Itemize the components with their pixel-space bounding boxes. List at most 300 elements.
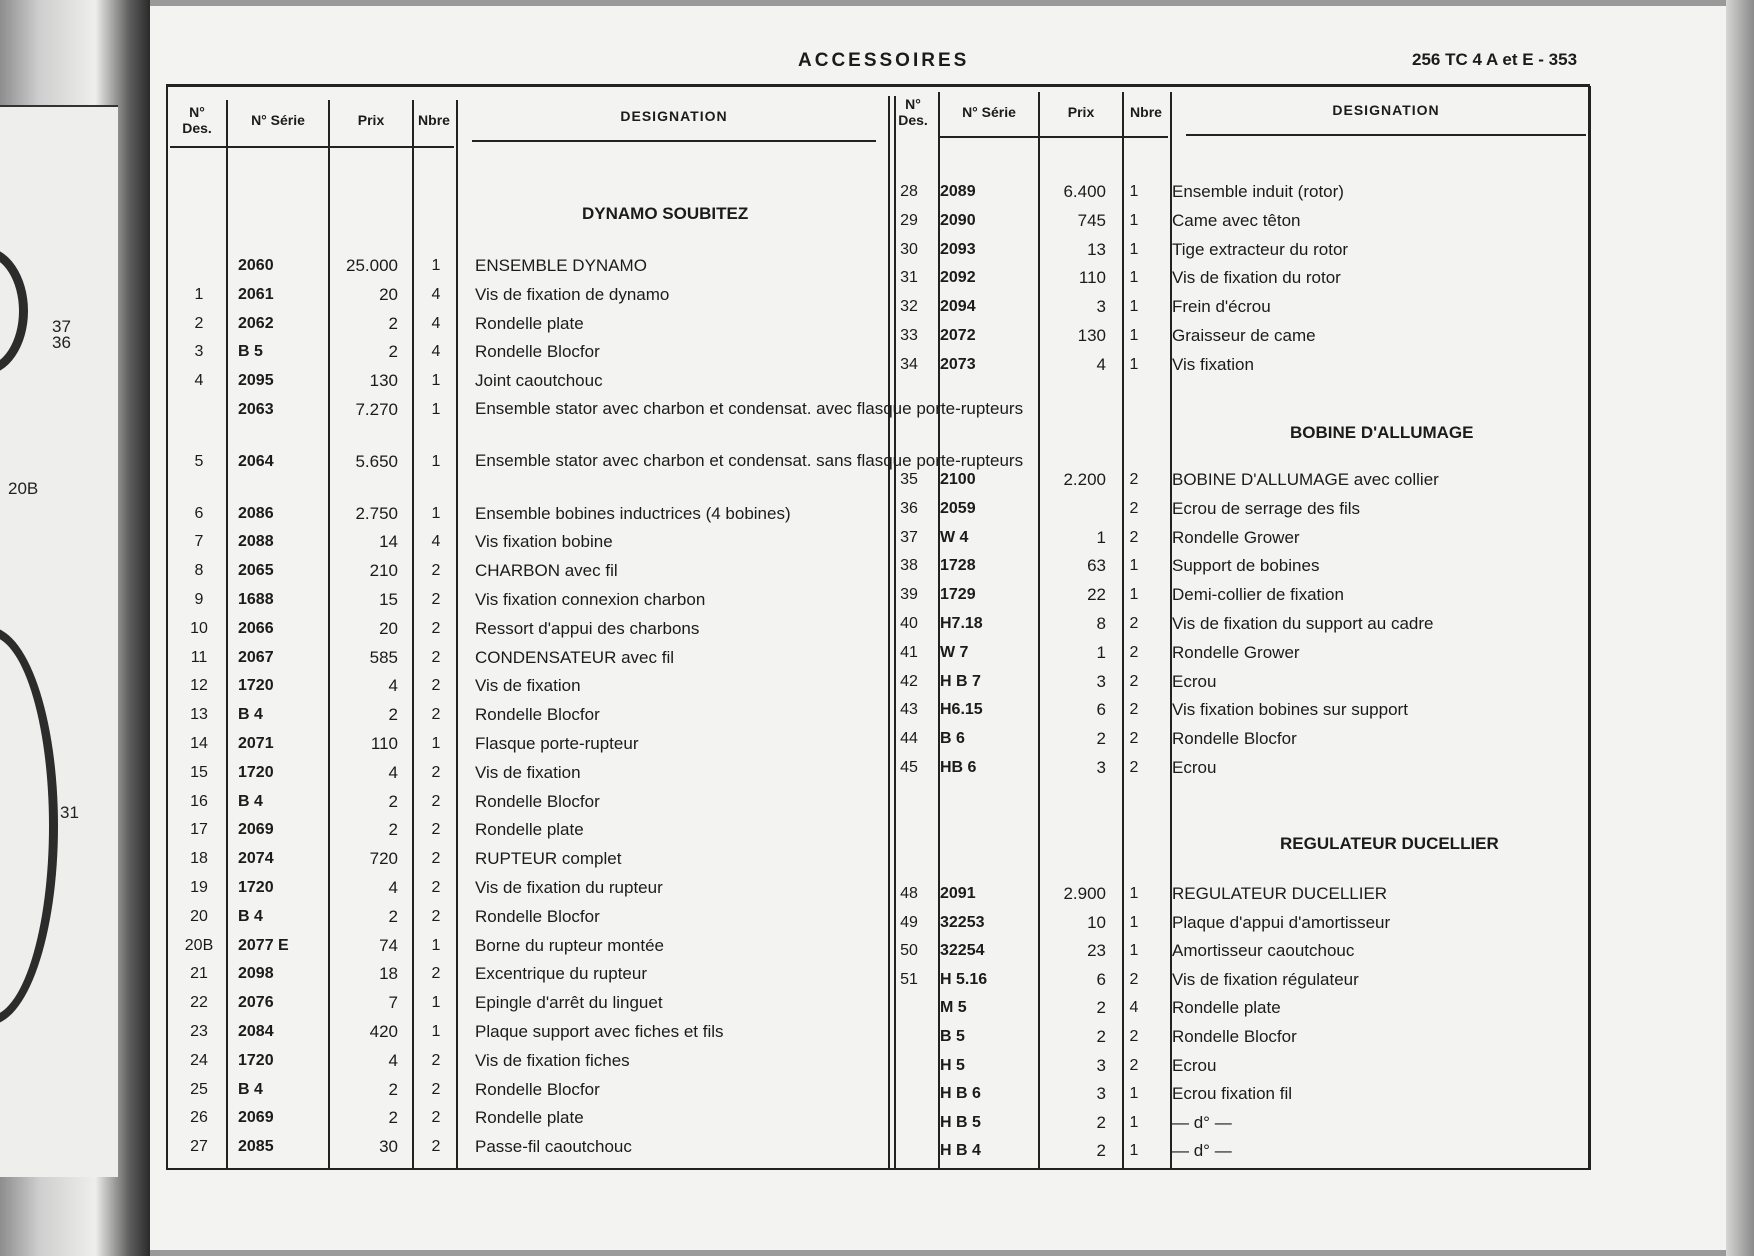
designation: Vis fixation bobine	[475, 532, 613, 552]
designation: Rondelle plate	[475, 1108, 584, 1128]
quantity: 1	[1129, 885, 1139, 902]
serial-number: 1728	[940, 557, 976, 575]
section-title-dynamo: DYNAMO SOUBITEZ	[582, 204, 749, 223]
serial-number: 2066	[238, 619, 274, 637]
price: 2	[388, 313, 398, 333]
price: 13	[1087, 239, 1106, 259]
price: 110	[1078, 268, 1106, 288]
serial-number: 2093	[940, 240, 976, 258]
designation: Plaque support avec fiches et fils	[475, 1022, 724, 1042]
serial-number: 1720	[238, 763, 274, 781]
serial-number: 1688	[238, 591, 274, 609]
quantity: 1	[1129, 1142, 1139, 1160]
facing-page-strip	[0, 105, 118, 1177]
designation: Vis fixation connexion charbon	[475, 590, 706, 610]
quantity: 2	[1129, 471, 1139, 488]
row-number: 34	[900, 355, 918, 373]
row-number: 28	[900, 183, 918, 200]
table-row	[890, 725, 1754, 753]
serial-number: 2065	[238, 562, 274, 580]
section-title-regulateur: REGULATEUR DUCELLIER	[1280, 834, 1499, 853]
serial-number: 2064	[238, 452, 274, 470]
designation: Ecrou de serrage des fils	[1172, 498, 1361, 518]
serial-number: B 4	[238, 706, 263, 724]
quantity: 2	[431, 821, 441, 839]
price: 3	[1096, 671, 1106, 691]
designation: — d° —	[1172, 1141, 1232, 1161]
quantity: 2	[1129, 672, 1139, 690]
label-31: 31	[60, 803, 79, 822]
quantity: 1	[1129, 269, 1139, 287]
serial-number: W 7	[940, 643, 969, 661]
quantity: 1	[1129, 586, 1139, 604]
right-head-underline-2	[1186, 134, 1586, 136]
row-number: 18	[190, 850, 208, 868]
serial-number: 2069	[238, 1109, 274, 1127]
serial-number: 2067	[238, 648, 274, 666]
col-header-serie-left: N° Série	[251, 112, 305, 128]
designation: Rondelle Blocfor	[475, 906, 600, 926]
quantity: 1	[431, 257, 441, 274]
designation: Ensemble stator avec charbon et condensat. sans flasque porte-rupteurs	[475, 450, 1024, 470]
designation: Ecrou	[1172, 758, 1217, 777]
designation: Vis fixation bobines sur support	[1172, 700, 1408, 720]
serial-number: 2089	[940, 183, 976, 200]
row-number: 42	[900, 672, 918, 690]
row-number: 44	[900, 730, 918, 748]
designation: Vis de fixation	[475, 676, 581, 696]
price: 2	[388, 791, 398, 811]
col-header-serie-right: N° Série	[962, 104, 1016, 120]
table-row	[170, 788, 1060, 816]
table-row	[890, 610, 1754, 638]
designation: Vis de fixation	[475, 762, 581, 782]
price: 4	[388, 762, 398, 782]
price: 420	[369, 1022, 398, 1042]
designation: Ensemble stator avec charbon et condensat. avec flasque porte-rupteurs	[475, 399, 1024, 418]
serial-number: 2073	[940, 355, 976, 373]
designation: Vis de fixation fiches	[475, 1050, 630, 1070]
price: 2	[388, 906, 398, 926]
designation: Joint caoutchouc	[475, 371, 603, 391]
quantity: 2	[431, 562, 441, 580]
col-header-no-right: N° Des.	[898, 96, 928, 128]
row-number: 3	[194, 343, 204, 361]
row-number: 23	[190, 1023, 208, 1041]
page-title: ACCESSOIRES	[798, 50, 970, 71]
designation: REGULATEUR DUCELLIER	[1172, 884, 1388, 903]
row-number: 13	[190, 706, 208, 724]
row-number: 15	[190, 763, 208, 781]
designation: Rondelle plate	[1172, 998, 1281, 1018]
price: 2	[388, 705, 398, 725]
price: 130	[369, 371, 398, 391]
quantity: 1	[1129, 298, 1139, 316]
serial-number: H 5.16	[940, 970, 988, 988]
quantity: 1	[431, 936, 441, 954]
row-number: 36	[900, 499, 918, 517]
price: 3	[1096, 1055, 1106, 1075]
table-row	[890, 552, 1754, 580]
table-row	[890, 1137, 1754, 1165]
serial-number: 2091	[940, 885, 976, 902]
row-number: 48	[900, 885, 918, 902]
col-header-prix-left: Prix	[357, 112, 385, 128]
row-number: 20	[190, 907, 208, 925]
table-row	[890, 207, 1754, 235]
designation: Vis de fixation de dynamo	[475, 284, 670, 304]
row-number: 43	[900, 701, 918, 719]
row-number: 10	[190, 619, 208, 637]
col-header-prix-right: Prix	[1067, 104, 1095, 120]
table-row	[890, 1080, 1754, 1108]
table-row	[890, 966, 1754, 994]
col-header-no-left: N° Des.	[182, 104, 212, 136]
price: 4	[388, 676, 398, 696]
serial-number: 2076	[238, 994, 274, 1012]
quantity: 2	[431, 1138, 441, 1156]
row-number: 27	[190, 1138, 208, 1156]
row-number: 9	[194, 591, 204, 609]
table-row	[890, 466, 1754, 494]
row-number: 37	[900, 528, 918, 546]
designation: Vis fixation	[1172, 354, 1254, 374]
col-header-nbre-left: Nbre	[418, 112, 450, 128]
price: 2.900	[1063, 884, 1106, 903]
quantity: 1	[431, 452, 441, 470]
price: 2	[1096, 1112, 1106, 1132]
price: 2.750	[355, 503, 398, 523]
table-row	[890, 1052, 1754, 1080]
price: 15	[379, 590, 398, 610]
label-20b: 20B	[8, 479, 39, 498]
quantity: 1	[431, 1023, 441, 1041]
serial-number: H B 6	[940, 1085, 981, 1103]
designation: Rondelle plate	[475, 313, 584, 333]
serial-number: 2100	[940, 471, 976, 488]
serial-number: 2098	[238, 965, 274, 983]
designation: Flasque porte-rupteur	[475, 734, 639, 754]
quantity: 1	[431, 401, 441, 418]
designation: Ressort d'appui des charbons	[475, 618, 700, 638]
price: 7	[388, 993, 398, 1013]
quantity: 2	[431, 677, 441, 695]
serial-number: 32253	[940, 913, 985, 931]
serial-number: 2084	[238, 1023, 274, 1041]
designation: Ensemble induit (rotor)	[1172, 182, 1344, 201]
row-number: 50	[900, 942, 918, 960]
serial-number: H 5	[940, 1056, 965, 1074]
row-number: 6	[194, 504, 204, 522]
label-37: 37	[52, 317, 71, 336]
serial-number: H6.15	[940, 701, 983, 719]
price: 2	[388, 1079, 398, 1099]
quantity: 1	[1129, 240, 1139, 258]
quantity: 2	[431, 850, 441, 868]
designation: Amortisseur caoutchouc	[1172, 941, 1355, 961]
quantity: 2	[431, 591, 441, 609]
serial-number: 2077 E	[238, 936, 289, 954]
price: 25.000	[346, 256, 398, 275]
quantity: 4	[431, 343, 441, 361]
designation: Ecrou	[1172, 671, 1217, 691]
table-row	[170, 845, 1060, 873]
quantity: 4	[431, 285, 441, 303]
designation: Rondelle Grower	[1172, 642, 1300, 662]
price: 585	[369, 647, 398, 667]
designation: Came avec têton	[1172, 210, 1301, 230]
serial-number: 2085	[238, 1138, 274, 1156]
quantity: 2	[1129, 701, 1139, 719]
table-row	[890, 293, 1754, 321]
price: 3	[1096, 758, 1106, 777]
designation: Ecrou fixation fil	[1172, 1084, 1292, 1104]
designation: Passe-fil caoutchouc	[475, 1137, 632, 1157]
price: 2	[1096, 998, 1106, 1018]
col-header-nbre-right: Nbre	[1130, 104, 1162, 120]
serial-number: M 5	[940, 999, 967, 1017]
price: 2.200	[1063, 470, 1106, 489]
serial-number: H B 7	[940, 672, 981, 690]
price: 3	[1096, 297, 1106, 317]
table-row	[890, 994, 1754, 1022]
quantity: 1	[1129, 183, 1139, 200]
designation: Vis de fixation du rupteur	[475, 878, 663, 898]
serial-number: 2061	[238, 285, 274, 303]
price: 7.270	[355, 400, 398, 419]
designation: Vis de fixation du rotor	[1172, 268, 1341, 288]
designation: Rondelle Grower	[1172, 527, 1300, 547]
table-row	[890, 696, 1754, 724]
price: 6.400	[1063, 182, 1106, 201]
table-row	[890, 1109, 1754, 1137]
serial-number: 2059	[940, 499, 976, 517]
designation: Graisseur de came	[1172, 326, 1316, 345]
quantity: 2	[1129, 730, 1139, 748]
serial-number: 2088	[238, 533, 274, 551]
designation: Excentrique du rupteur	[475, 964, 647, 984]
table-row	[890, 909, 1754, 937]
price: 74	[379, 935, 398, 955]
row-number: 14	[190, 735, 208, 753]
price: 1	[1096, 527, 1106, 547]
serial-number: 2071	[238, 735, 274, 753]
serial-number: B 4	[238, 907, 263, 925]
quantity: 1	[1129, 942, 1139, 960]
serial-number: W 4	[940, 528, 969, 546]
price: 6	[1096, 969, 1106, 989]
quantity: 2	[431, 1109, 441, 1127]
serial-number: 2074	[238, 850, 274, 868]
row-number: 21	[190, 965, 208, 983]
quantity: 4	[431, 314, 441, 332]
left-head-underline-1	[170, 146, 454, 148]
row-number: 35	[900, 471, 918, 488]
quantity: 2	[431, 648, 441, 666]
price: 2	[1096, 1027, 1106, 1046]
diagram-ring-top	[0, 247, 28, 375]
price: 2	[1096, 1141, 1106, 1161]
designation: Ecrou	[1172, 1055, 1217, 1075]
row-number: 26	[190, 1109, 208, 1127]
quantity: 2	[1129, 615, 1139, 632]
price: 2	[388, 1108, 398, 1128]
quantity: 1	[431, 994, 441, 1012]
row-number: 32	[900, 298, 918, 316]
serial-number: 1720	[238, 677, 274, 695]
right-head-underline-1	[940, 136, 1168, 138]
row-number: 41	[900, 643, 918, 661]
designation: CHARBON avec fil	[475, 561, 618, 581]
designation: Frein d'écrou	[1172, 297, 1271, 317]
table-row	[890, 639, 1754, 667]
designation: Rondelle Blocfor	[475, 342, 600, 362]
diagram-ring-bottom	[0, 627, 58, 1025]
left-table-border	[166, 86, 168, 1170]
quantity: 1	[1129, 327, 1139, 344]
bottom-rule	[166, 1168, 1590, 1170]
serial-number: 2092	[940, 269, 976, 287]
price: 1	[1096, 642, 1106, 662]
serial-number: H B 4	[940, 1142, 981, 1160]
row-number: 30	[900, 240, 918, 258]
quantity: 2	[431, 792, 441, 810]
price: 22	[1087, 585, 1106, 605]
col-header-designation-left: DESIGNATION	[620, 108, 728, 124]
quantity: 1	[1129, 557, 1139, 575]
quantity: 2	[431, 879, 441, 897]
designation: Rondelle Blocfor	[475, 791, 600, 811]
price: 30	[379, 1137, 398, 1157]
price: 4	[388, 878, 398, 898]
row-number: 45	[900, 759, 918, 776]
serial-number: 1720	[238, 1051, 274, 1069]
designation: Borne du rupteur montée	[475, 935, 665, 955]
row-number: 49	[900, 913, 918, 931]
serial-number: 2069	[238, 821, 274, 839]
designation: CONDENSATEUR avec fil	[475, 647, 674, 667]
quantity: 2	[1129, 970, 1139, 988]
price: 5.650	[355, 451, 398, 471]
serial-number: 2062	[238, 314, 274, 332]
quantity: 4	[431, 533, 441, 551]
serial-number: 2060	[238, 257, 274, 274]
row-number: 16	[190, 792, 208, 810]
table-row	[890, 495, 1754, 523]
table-row	[890, 1023, 1754, 1051]
price: 20	[379, 284, 398, 304]
row-number: 39	[900, 586, 918, 604]
quantity: 2	[1129, 759, 1139, 776]
row-number: 40	[900, 615, 918, 632]
designation: Demi-collier de fixation	[1172, 585, 1344, 605]
serial-number: B 5	[238, 343, 263, 361]
quantity: 1	[431, 372, 441, 390]
quantity: 2	[1129, 1028, 1139, 1045]
row-number: 7	[194, 533, 204, 551]
table-row	[890, 351, 1754, 379]
quantity: 2	[431, 706, 441, 724]
quantity: 1	[1129, 1085, 1139, 1103]
price: 20	[379, 618, 398, 638]
row-number: 11	[190, 648, 208, 666]
table-row	[890, 524, 1754, 552]
quantity: 2	[431, 619, 441, 637]
row-number: 29	[900, 211, 918, 229]
serial-number: 1729	[940, 586, 976, 604]
serial-number: 32254	[940, 942, 985, 960]
section-title-bobine: BOBINE D'ALLUMAGE	[1290, 423, 1474, 442]
row-number: 8	[194, 562, 204, 580]
left-head-underline-2	[472, 140, 876, 142]
table-row	[890, 178, 1754, 206]
designation: Rondelle Blocfor	[1172, 1027, 1297, 1046]
price: 10	[1087, 912, 1106, 932]
col-header-designation-right: DESIGNATION	[1332, 102, 1440, 118]
quantity: 2	[431, 965, 441, 983]
designation: ENSEMBLE DYNAMO	[475, 256, 647, 275]
serial-number: H B 5	[940, 1113, 981, 1131]
price: 8	[1096, 614, 1106, 633]
quantity: 2	[431, 763, 441, 781]
price: 18	[379, 964, 398, 984]
price: 2	[388, 820, 398, 840]
serial-number: 2072	[940, 327, 976, 344]
serial-number: H7.18	[940, 615, 983, 632]
row-number: 25	[190, 1080, 208, 1098]
quantity: 1	[431, 735, 441, 753]
price: 23	[1087, 941, 1106, 961]
price: 14	[379, 532, 398, 552]
designation: Epingle d'arrêt du linguet	[475, 993, 663, 1013]
designation: Support de bobines	[1172, 556, 1320, 576]
designation: Rondelle Blocfor	[475, 1079, 600, 1099]
page-reference: 256 TC 4 A et E - 353	[1412, 50, 1578, 69]
row-number: 1	[194, 285, 204, 303]
row-number: 38	[900, 557, 918, 575]
quantity: 1	[431, 504, 441, 522]
price: 2	[388, 342, 398, 362]
top-rule	[166, 84, 1590, 87]
row-number: 33	[900, 327, 918, 344]
price: 4	[388, 1050, 398, 1070]
quantity: 1	[1129, 211, 1139, 229]
price: 3	[1096, 1084, 1106, 1104]
designation: Plaque d'appui d'amortisseur	[1172, 912, 1391, 932]
label-36: 36	[52, 333, 71, 352]
table-row	[170, 816, 1060, 844]
designation: — d° —	[1172, 1112, 1232, 1132]
designation: Rondelle plate	[475, 820, 584, 840]
table-row	[890, 880, 1754, 908]
table-row	[890, 322, 1754, 350]
table-row	[890, 937, 1754, 965]
quantity: 2	[1129, 528, 1139, 546]
designation: Tige extracteur du rotor	[1172, 239, 1349, 259]
row-number: 2	[194, 314, 204, 332]
serial-number: B 4	[238, 1080, 263, 1098]
serial-number: B 4	[238, 792, 263, 810]
price: 2	[1096, 729, 1106, 749]
price: 110	[370, 734, 398, 754]
table-row	[890, 754, 1754, 782]
designation: RUPTEUR complet	[475, 849, 622, 869]
table-row	[890, 581, 1754, 609]
quantity: 1	[1129, 913, 1139, 931]
serial-number: HB 6	[940, 759, 977, 776]
table-row	[170, 396, 1060, 424]
serial-number: 2090	[940, 211, 976, 229]
